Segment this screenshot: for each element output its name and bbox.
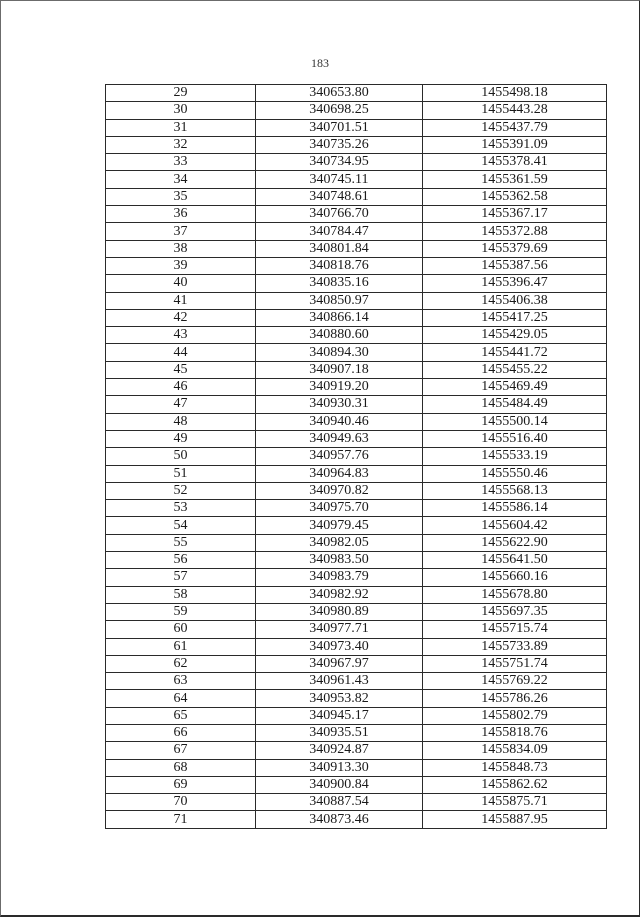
table-row <box>106 240 607 257</box>
y-coordinate-cell: 1455469.49 <box>423 379 607 396</box>
y-coordinate-cell: 1455437.79 <box>423 119 607 136</box>
table-row <box>106 136 607 153</box>
y-coordinate-cell: 1455533.19 <box>423 448 607 465</box>
table-row <box>106 759 607 776</box>
point-number-cell: 30 <box>106 102 256 119</box>
point-number-cell: 61 <box>106 638 256 655</box>
y-coordinate-cell: 1455441.72 <box>423 344 607 361</box>
point-number-cell: 56 <box>106 552 256 569</box>
y-coordinate-cell: 1455715.74 <box>423 621 607 638</box>
table-row <box>106 430 607 447</box>
y-coordinate-cell: 1455387.56 <box>423 257 607 274</box>
y-coordinate-cell: 1455516.40 <box>423 430 607 447</box>
point-number-cell: 51 <box>106 465 256 482</box>
table-row <box>106 188 607 205</box>
x-coordinate-cell: 340970.82 <box>256 482 423 499</box>
table-row <box>106 465 607 482</box>
point-number-cell: 67 <box>106 742 256 759</box>
x-coordinate-cell: 340961.43 <box>256 673 423 690</box>
y-coordinate-cell: 1455372.88 <box>423 223 607 240</box>
point-number-cell: 34 <box>106 171 256 188</box>
point-number-cell: 53 <box>106 500 256 517</box>
x-coordinate-cell: 340784.47 <box>256 223 423 240</box>
point-number-cell: 48 <box>106 413 256 430</box>
y-coordinate-cell: 1455379.69 <box>423 240 607 257</box>
x-coordinate-cell: 340735.26 <box>256 136 423 153</box>
x-coordinate-cell: 340701.51 <box>256 119 423 136</box>
x-coordinate-cell: 340983.79 <box>256 569 423 586</box>
point-number-cell: 60 <box>106 621 256 638</box>
point-number-cell: 32 <box>106 136 256 153</box>
y-coordinate-cell: 1455500.14 <box>423 413 607 430</box>
table-row <box>106 171 607 188</box>
y-coordinate-cell: 1455862.62 <box>423 776 607 793</box>
y-coordinate-cell: 1455362.58 <box>423 188 607 205</box>
x-coordinate-cell: 340957.76 <box>256 448 423 465</box>
x-coordinate-cell: 340698.25 <box>256 102 423 119</box>
x-coordinate-cell: 340900.84 <box>256 776 423 793</box>
table-row <box>106 206 607 223</box>
table-row <box>106 223 607 240</box>
y-coordinate-cell: 1455378.41 <box>423 154 607 171</box>
point-number-cell: 29 <box>106 85 256 102</box>
point-number-cell: 39 <box>106 257 256 274</box>
point-number-cell: 49 <box>106 430 256 447</box>
table-row <box>106 655 607 672</box>
table-row <box>106 119 607 136</box>
x-coordinate-cell: 340907.18 <box>256 361 423 378</box>
table-row <box>106 102 607 119</box>
table-row <box>106 811 607 828</box>
y-coordinate-cell: 1455733.89 <box>423 638 607 655</box>
point-number-cell: 69 <box>106 776 256 793</box>
y-coordinate-cell: 1455697.35 <box>423 603 607 620</box>
table-row <box>106 309 607 326</box>
table-row <box>106 396 607 413</box>
point-number-cell: 40 <box>106 275 256 292</box>
table-row <box>106 292 607 309</box>
point-number-cell: 63 <box>106 673 256 690</box>
x-coordinate-cell: 340953.82 <box>256 690 423 707</box>
y-coordinate-cell: 1455786.26 <box>423 690 607 707</box>
y-coordinate-cell: 1455484.49 <box>423 396 607 413</box>
y-coordinate-cell: 1455622.90 <box>423 534 607 551</box>
table-row <box>106 552 607 569</box>
table-row <box>106 517 607 534</box>
x-coordinate-cell: 340801.84 <box>256 240 423 257</box>
y-coordinate-cell: 1455887.95 <box>423 811 607 828</box>
y-coordinate-cell: 1455769.22 <box>423 673 607 690</box>
table-row <box>106 673 607 690</box>
x-coordinate-cell: 340930.31 <box>256 396 423 413</box>
y-coordinate-cell: 1455429.05 <box>423 327 607 344</box>
point-number-cell: 36 <box>106 206 256 223</box>
x-coordinate-cell: 340880.60 <box>256 327 423 344</box>
x-coordinate-cell: 340913.30 <box>256 759 423 776</box>
x-coordinate-cell: 340653.80 <box>256 85 423 102</box>
y-coordinate-cell: 1455802.79 <box>423 707 607 724</box>
x-coordinate-cell: 340766.70 <box>256 206 423 223</box>
point-number-cell: 45 <box>106 361 256 378</box>
point-number-cell: 43 <box>106 327 256 344</box>
table-row <box>106 742 607 759</box>
table-row <box>106 361 607 378</box>
table-row <box>106 379 607 396</box>
x-coordinate-cell: 340835.16 <box>256 275 423 292</box>
y-coordinate-cell: 1455751.74 <box>423 655 607 672</box>
point-number-cell: 37 <box>106 223 256 240</box>
table-row <box>106 621 607 638</box>
table-row <box>106 500 607 517</box>
y-coordinate-cell: 1455367.17 <box>423 206 607 223</box>
x-coordinate-cell: 340973.40 <box>256 638 423 655</box>
table-row <box>106 448 607 465</box>
point-number-cell: 62 <box>106 655 256 672</box>
point-number-cell: 38 <box>106 240 256 257</box>
y-coordinate-cell: 1455361.59 <box>423 171 607 188</box>
y-coordinate-cell: 1455586.14 <box>423 500 607 517</box>
point-number-cell: 71 <box>106 811 256 828</box>
x-coordinate-cell: 340964.83 <box>256 465 423 482</box>
table-row <box>106 638 607 655</box>
y-coordinate-cell: 1455417.25 <box>423 309 607 326</box>
point-number-cell: 41 <box>106 292 256 309</box>
table-row <box>106 85 607 102</box>
point-number-cell: 70 <box>106 794 256 811</box>
point-number-cell: 42 <box>106 309 256 326</box>
x-coordinate-cell: 340919.20 <box>256 379 423 396</box>
x-coordinate-cell: 340887.54 <box>256 794 423 811</box>
point-number-cell: 55 <box>106 534 256 551</box>
x-coordinate-cell: 340894.30 <box>256 344 423 361</box>
point-number-cell: 65 <box>106 707 256 724</box>
table-row <box>106 327 607 344</box>
x-coordinate-cell: 340975.70 <box>256 500 423 517</box>
y-coordinate-cell: 1455391.09 <box>423 136 607 153</box>
x-coordinate-cell: 340745.11 <box>256 171 423 188</box>
point-number-cell: 52 <box>106 482 256 499</box>
point-number-cell: 50 <box>106 448 256 465</box>
y-coordinate-cell: 1455396.47 <box>423 275 607 292</box>
x-coordinate-cell: 340935.51 <box>256 724 423 741</box>
y-coordinate-cell: 1455550.46 <box>423 465 607 482</box>
y-coordinate-cell: 1455568.13 <box>423 482 607 499</box>
table-row <box>106 569 607 586</box>
point-number-cell: 66 <box>106 724 256 741</box>
x-coordinate-cell: 340949.63 <box>256 430 423 447</box>
point-number-cell: 54 <box>106 517 256 534</box>
y-coordinate-cell: 1455498.18 <box>423 85 607 102</box>
y-coordinate-cell: 1455660.16 <box>423 569 607 586</box>
table-row <box>106 724 607 741</box>
y-coordinate-cell: 1455406.38 <box>423 292 607 309</box>
y-coordinate-cell: 1455875.71 <box>423 794 607 811</box>
x-coordinate-cell: 340980.89 <box>256 603 423 620</box>
y-coordinate-cell: 1455604.42 <box>423 517 607 534</box>
table-row <box>106 344 607 361</box>
coordinates-table <box>105 84 607 829</box>
x-coordinate-cell: 340850.97 <box>256 292 423 309</box>
x-coordinate-cell: 340924.87 <box>256 742 423 759</box>
table-row <box>106 603 607 620</box>
point-number-cell: 46 <box>106 379 256 396</box>
x-coordinate-cell: 340979.45 <box>256 517 423 534</box>
x-coordinate-cell: 340977.71 <box>256 621 423 638</box>
point-number-cell: 57 <box>106 569 256 586</box>
point-number-cell: 47 <box>106 396 256 413</box>
x-coordinate-cell: 340818.76 <box>256 257 423 274</box>
table-row <box>106 707 607 724</box>
point-number-cell: 31 <box>106 119 256 136</box>
y-coordinate-cell: 1455455.22 <box>423 361 607 378</box>
point-number-cell: 58 <box>106 586 256 603</box>
x-coordinate-cell: 340983.50 <box>256 552 423 569</box>
point-number-cell: 33 <box>106 154 256 171</box>
table-row <box>106 586 607 603</box>
x-coordinate-cell: 340940.46 <box>256 413 423 430</box>
y-coordinate-cell: 1455848.73 <box>423 759 607 776</box>
x-coordinate-cell: 340982.92 <box>256 586 423 603</box>
table-row <box>106 534 607 551</box>
x-coordinate-cell: 340866.14 <box>256 309 423 326</box>
coordinates-table-body <box>106 85 607 829</box>
x-coordinate-cell: 340967.97 <box>256 655 423 672</box>
x-coordinate-cell: 340982.05 <box>256 534 423 551</box>
table-row <box>106 257 607 274</box>
y-coordinate-cell: 1455678.80 <box>423 586 607 603</box>
table-row <box>106 690 607 707</box>
x-coordinate-cell: 340748.61 <box>256 188 423 205</box>
point-number-cell: 68 <box>106 759 256 776</box>
table-row <box>106 794 607 811</box>
point-number-cell: 59 <box>106 603 256 620</box>
point-number-cell: 64 <box>106 690 256 707</box>
y-coordinate-cell: 1455834.09 <box>423 742 607 759</box>
x-coordinate-cell: 340873.46 <box>256 811 423 828</box>
x-coordinate-cell: 340734.95 <box>256 154 423 171</box>
page-number: 183 <box>311 56 329 70</box>
point-number-cell: 44 <box>106 344 256 361</box>
y-coordinate-cell: 1455818.76 <box>423 724 607 741</box>
x-coordinate-cell: 340945.17 <box>256 707 423 724</box>
table-row <box>106 275 607 292</box>
point-number-cell: 35 <box>106 188 256 205</box>
table-row <box>106 413 607 430</box>
y-coordinate-cell: 1455641.50 <box>423 552 607 569</box>
table-row <box>106 154 607 171</box>
y-coordinate-cell: 1455443.28 <box>423 102 607 119</box>
table-row <box>106 482 607 499</box>
table-row <box>106 776 607 793</box>
